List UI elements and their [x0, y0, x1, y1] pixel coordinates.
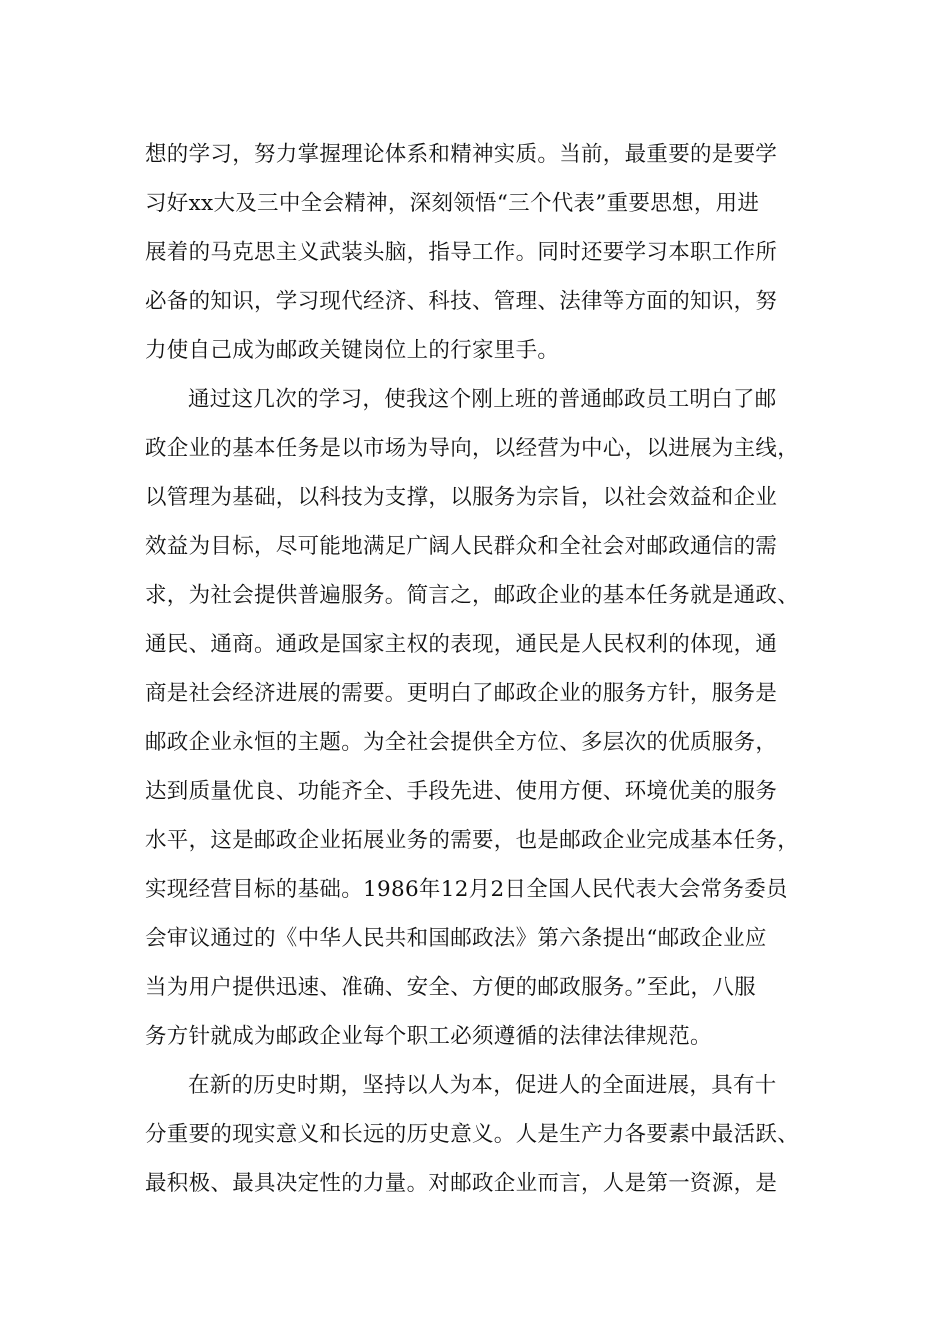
text-line: 会审议通过的《中华人民共和国邮政法》第六条提出“邮政企业应: [145, 926, 767, 951]
text-line: 以管理为基础，以科技为支撑，以服务为宗旨，以社会效益和企业: [145, 485, 778, 510]
text-line: 求，为社会提供普遍服务。简言之，邮政企业的基本任务就是通政、: [145, 583, 800, 608]
text-line: 邮政企业永恒的主题。为全社会提供全方位、多层次的优质服务，: [145, 730, 778, 755]
paragraph: [145, 375, 825, 1061]
text-line: 达到质量优良、功能齐全、手段先进、使用方便、环境优美的服务: [145, 779, 778, 804]
paragraph: [145, 1061, 825, 1208]
text-line: 效益为目标，尽可能地满足广阔人民群众和全社会对邮政通信的需: [145, 534, 778, 559]
text-line: 习好xx大及三中全会精神，深刻领悟“三个代表”重要思想，用进: [145, 191, 760, 216]
text-line: 必备的知识，学习现代经济、科技、管理、法律等方面的知识，努: [145, 289, 778, 314]
text-line: 分重要的现实意义和长远的历史意义。人是生产力各要素中最活跃、: [145, 1122, 800, 1147]
text-line: 务方针就成为邮政企业每个职工必须遵循的法律法律规范。: [145, 1024, 712, 1049]
text-line: 通过这几次的学习，使我这个刚上班的普通邮政员工明白了邮: [188, 387, 777, 412]
document-body: [145, 130, 825, 1208]
text-line: 当为用户提供迅速、准确、安全、方便的邮政服务。”至此，八服: [145, 975, 756, 1000]
text-line: 展着的马克思主义武装头脑，指导工作。同时还要学习本职工作所: [145, 240, 778, 265]
text-line: 通民、通商。通政是国家主权的表现，通民是人民权利的体现，通: [145, 632, 778, 657]
text-line: 想的学习，努力掌握理论体系和精神实质。当前，最重要的是要学: [145, 142, 778, 167]
text-line: 实现经营目标的基础。1986年12月2日全国人民代表大会常务委员: [145, 877, 788, 902]
text-line: 商是社会经济进展的需要。更明白了邮政企业的服务方针，服务是: [145, 681, 778, 706]
text-line: 政企业的基本任务是以市场为导向，以经营为中心，以进展为主线，: [145, 436, 800, 461]
text-line: 水平，这是邮政企业拓展业务的需要，也是邮政企业完成基本任务，: [145, 828, 800, 853]
paragraph: [145, 130, 825, 375]
text-line: 最积极、最具决定性的力量。对邮政企业而言，人是第一资源，是: [145, 1171, 778, 1196]
text-line: 力使自己成为邮政关键岗位上的行家里手。: [145, 338, 560, 363]
text-line: 在新的历史时期，坚持以人为本，促进人的全面进展，具有十: [188, 1073, 777, 1098]
